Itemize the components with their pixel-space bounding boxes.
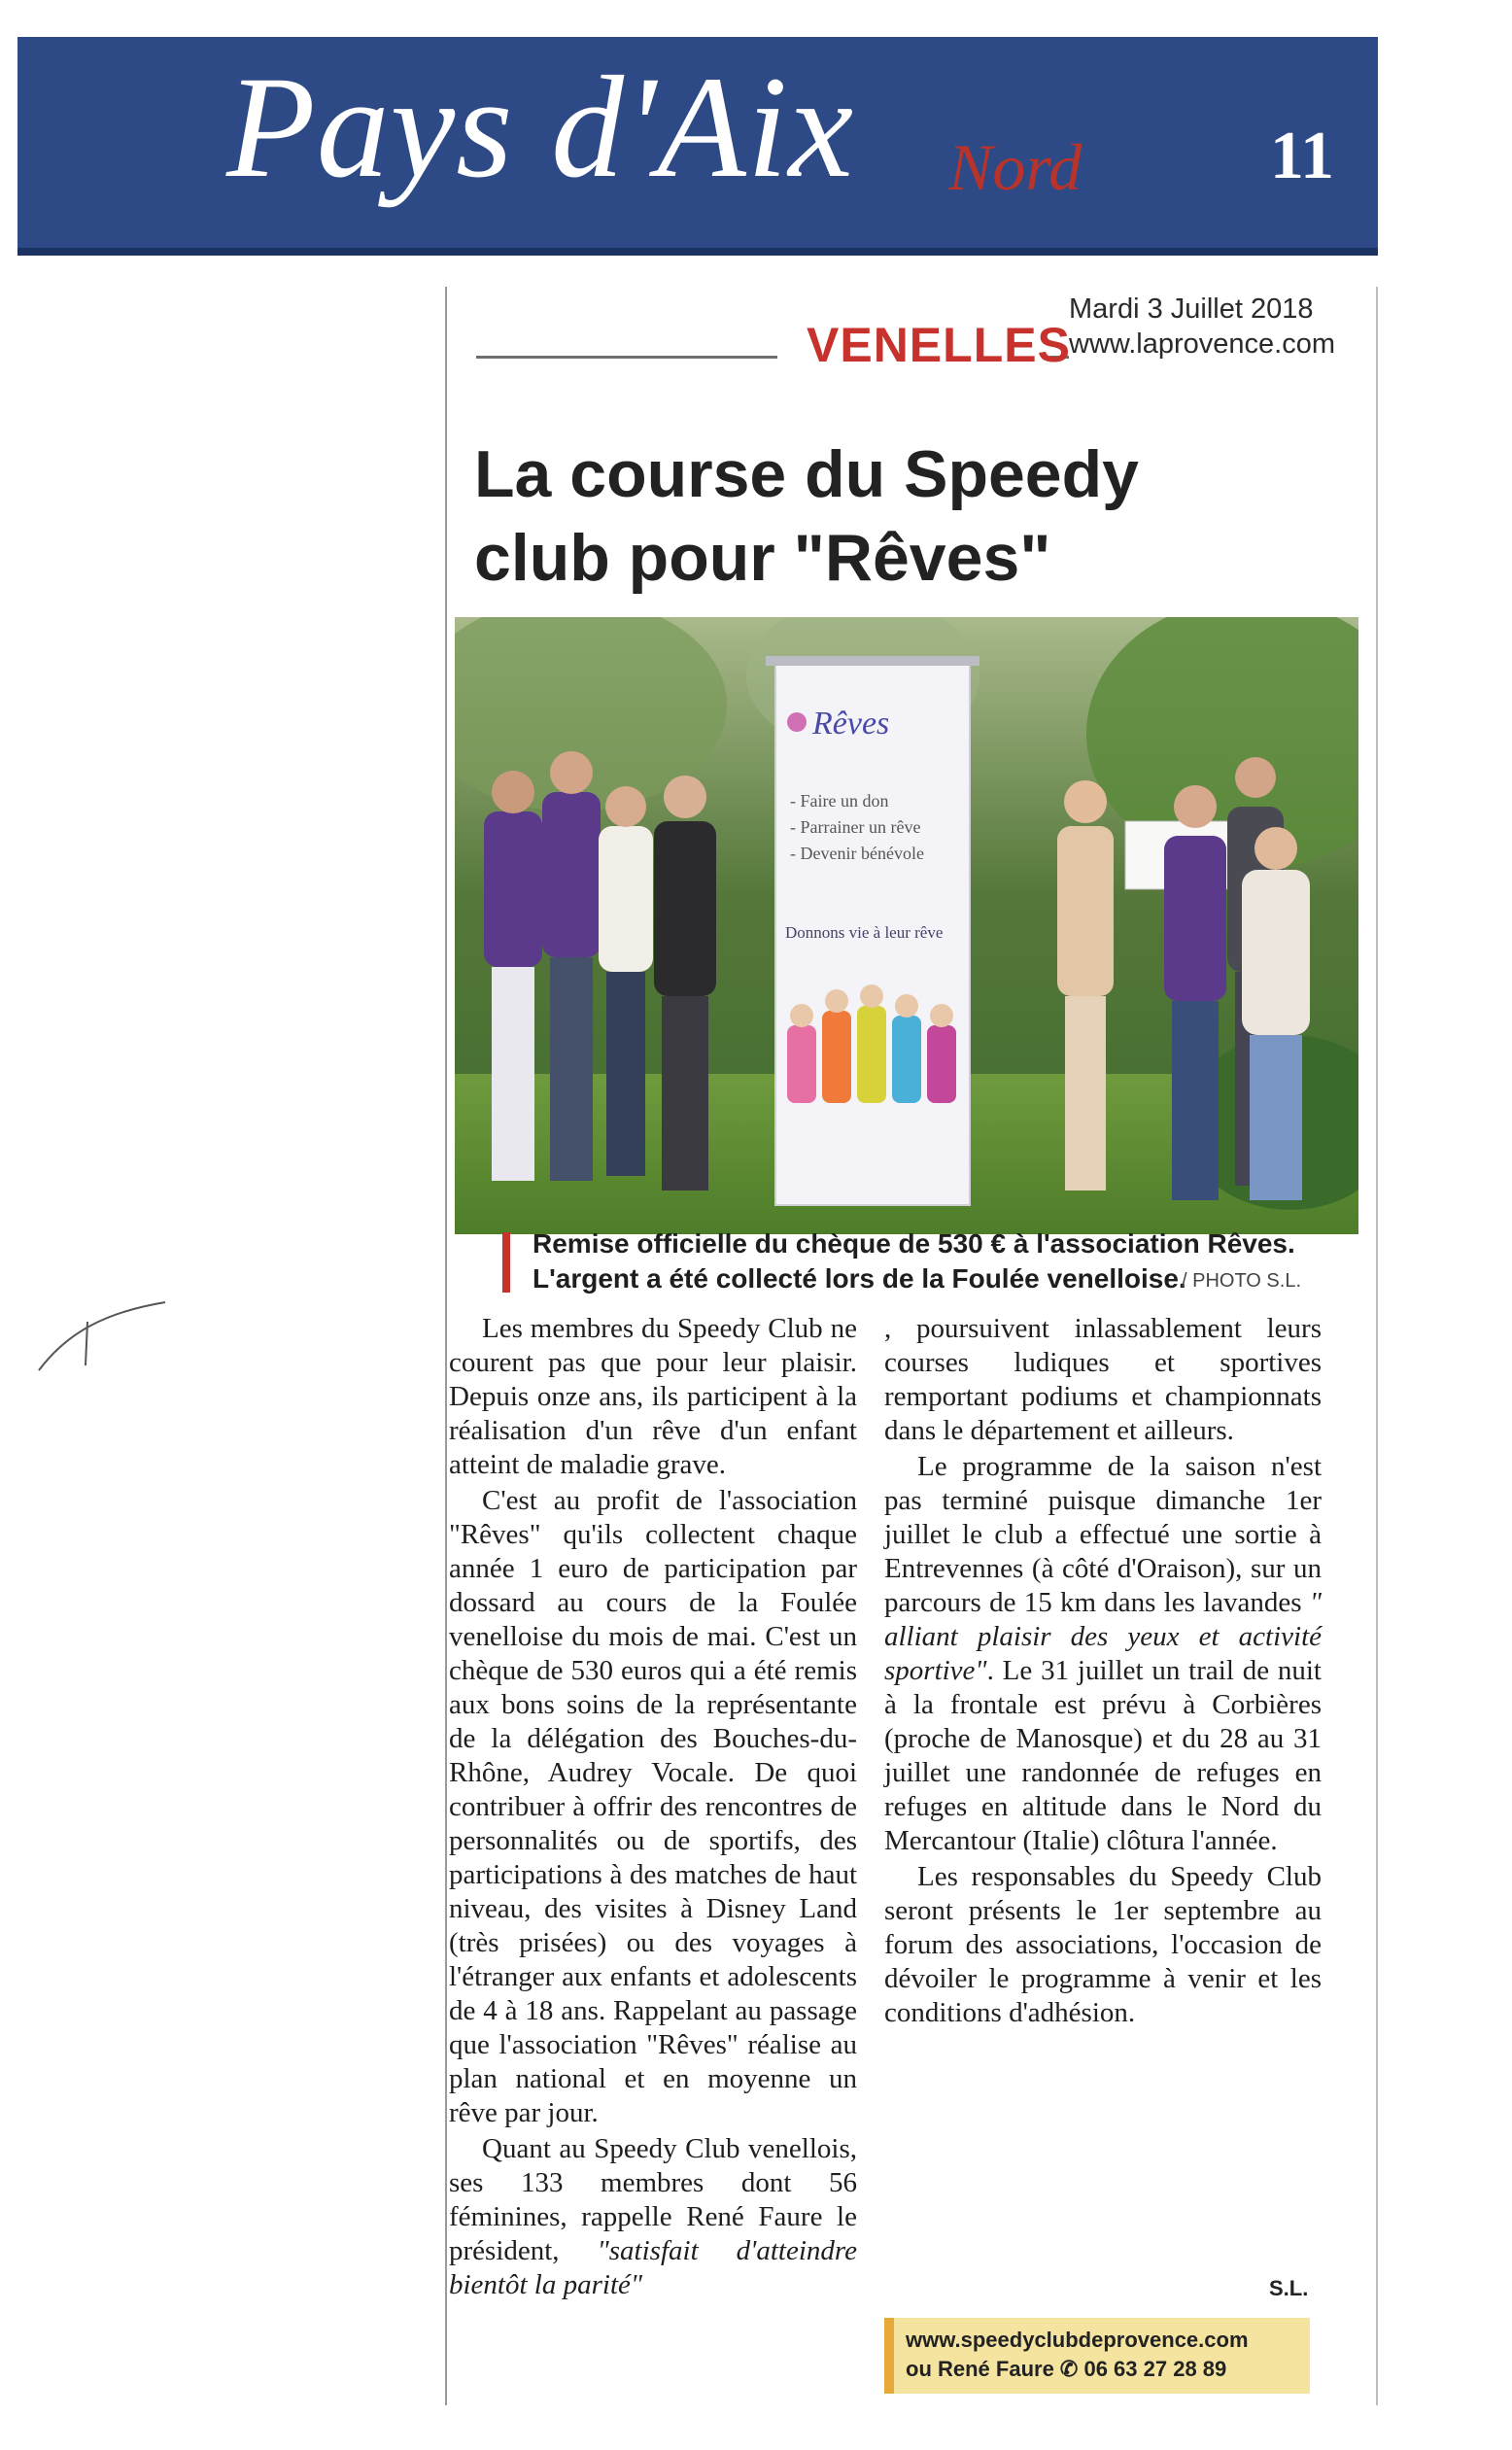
publication-date: Mardi 3 Juillet 2018: [1069, 293, 1314, 325]
caption-line-1: Remise officielle du chèque de 530 € à l'association Rêves.: [533, 1228, 1295, 1259]
author-signature: S.L.: [1269, 2276, 1309, 2300]
paragraph-text: Quant au Speedy Club venellois, ses 133 membres dont 56 féminines, rappelle René Faure le président,: [449, 2133, 857, 2266]
dateline: [1069, 292, 1335, 362]
article-photo: [455, 617, 1358, 1234]
headline-line-1: La course du Speedy: [474, 437, 1139, 511]
banner-slogan: Donnons vie à leur rêve: [785, 923, 944, 942]
banner-line-2: - Parrainer un rêve: [790, 817, 921, 837]
pen-mark: [29, 1273, 185, 1380]
headline-line-2: club pour "Rêves": [474, 521, 1051, 595]
article-column-2: [884, 1312, 1322, 2032]
photo-credit: / PHOTO S.L.: [1182, 1270, 1301, 1292]
paragraph: Les responsables du Speedy Club seront présents le 1er septembre au forum des associations, l'occasion de dévoiler le programme à venir et les conditions d'adhésion.: [884, 1861, 1322, 2028]
quote-text: " alliant plaisir des yeux et activité sportive": [884, 1587, 1322, 1686]
masthead-subtitle: Nord: [948, 130, 1082, 204]
publication-website: www.laprovence.com: [1069, 328, 1335, 360]
article-column-1: [449, 1312, 857, 2304]
newspaper-masthead: [17, 37, 1378, 256]
paragraph: C'est au profit de l'association "Rêves" qu'ils collectent chaque année 1 euro de participation par dossard au cours de la Foulée venelloise du mois de mai. C'est un chèque de 530 euros qui a été remis aux bons soins de la représentante de la délégation des Bouches-du-Rhône, Audrey Vocale. De quoi contribuer à offrir des rencontres de personnalités ou de sportifs, des participations à des matches de haut niveau, des visites à Disney Land (très prisées) ou des voyages à l'étranger aux enfants et adolescents de 4 à 18 ans. Rappelant au passage que l'association "Rêves" réalise au plan national et en moyenne un rêve par jour.: [449, 1485, 857, 2128]
article-kicker: VENELLES: [807, 318, 1071, 372]
page-number: 11: [1269, 119, 1334, 193]
article-headline: [474, 432, 1349, 600]
quote-text: "satisfait d'atteindre bientôt la parité": [449, 2235, 857, 2300]
contact-phone: ou René Faure ✆ 06 63 27 28 89: [906, 2357, 1227, 2381]
kicker-rule-left: [476, 356, 777, 359]
paragraph: [884, 1450, 1322, 1858]
contact-website[interactable]: www.speedyclubdeprovence.com: [906, 2328, 1249, 2352]
paragraph-continued: , poursuivent inlassablement leurs courses ludiques et sportives remportant podiums et championnats dans le département et ailleurs.: [884, 1313, 1322, 1446]
caption-line-2: L'argent a été collecté lors de la Foulée venelloise.: [533, 1263, 1186, 1294]
photo-illustration: [455, 617, 1358, 1234]
paragraph-text: Le programme de la saison n'est pas terminé puisque dimanche 1er juillet le club a effectué une sortie à Entrevennes (à côté d'Oraison), sur un parcours de 15 km dans les lavandes: [884, 1451, 1322, 1618]
banner-line-3: - Devenir bénévole: [790, 844, 924, 863]
banner-line-1: - Faire un don: [790, 791, 889, 811]
paragraph: Les membres du Speedy Club ne courent pas que pour leur plaisir. Depuis onze ans, ils participent à la réalisation d'un rêve d'un enfant atteint de maladie grave.: [449, 1313, 857, 1480]
banner-logo: Rêves: [812, 706, 890, 742]
masthead-title: Pays d'Aix: [226, 47, 855, 208]
contact-box: [884, 2318, 1310, 2394]
caption-accent-bar: [502, 1232, 510, 1293]
paragraph-text: . Le 31 juillet un trail de nuit à la frontale est prévu à Corbières (proche de Manosque) et du 28 au 31 juillet une randonnée de refuges en refuges en altitude dans le Nord du Mercantour (Italie) clôtura l'année.: [884, 1655, 1322, 1856]
paragraph: [449, 2132, 857, 2302]
